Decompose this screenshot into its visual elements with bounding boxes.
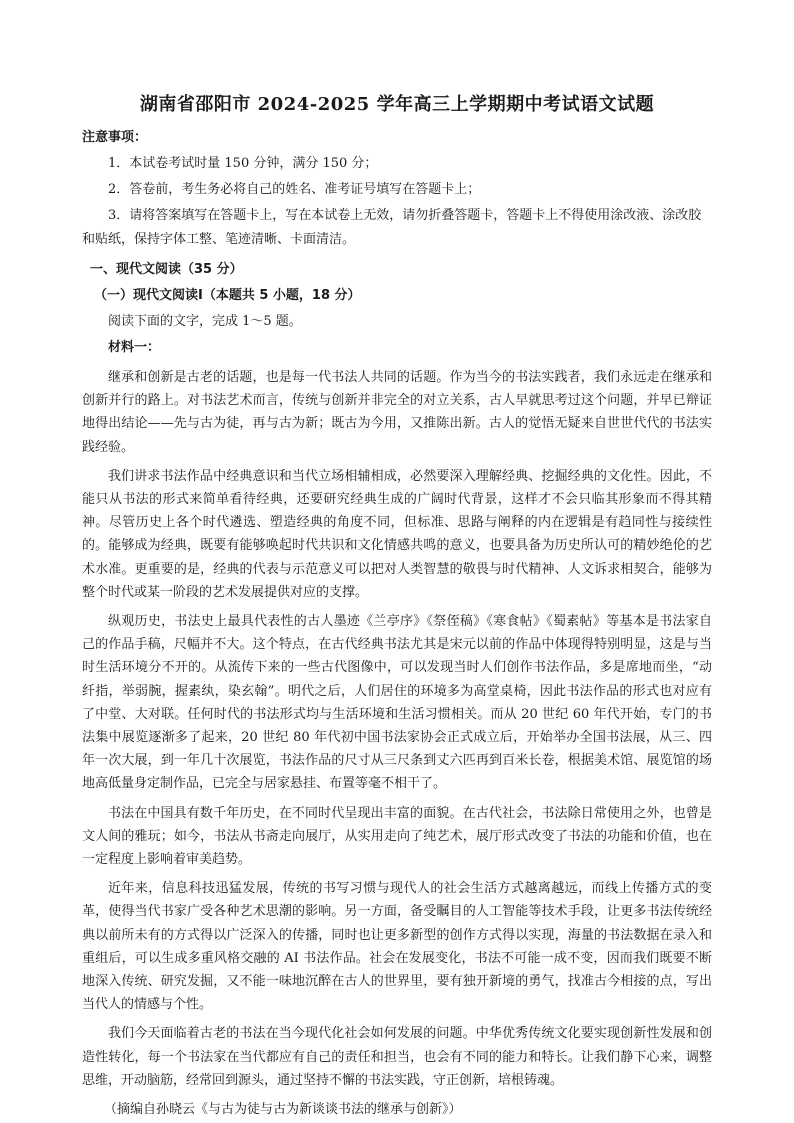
notice-item-2: 2．答卷前，考生务必将自己的姓名、准考证号填写在答题卡上； (108, 182, 481, 197)
source-citation: （摘编自孙晓云《与古为徒与古为新谈谈书法的继承与创新》） (104, 1102, 462, 1118)
paragraph: 纵观历史，书法史上最具代表性的古人墨迹《兰亭序》《祭侄稿》《寒食帖》《蜀素帖》等基本是书法家自己的作品手稿，尺幅并不大。这个特点，在古代经典书法尤其是宋元以前的作品中体现得特别明显，这是与当时生活环境分不开的。从流传下来的一些古代图像中，可以发现当时人们创作书法作品，多是席地而坐，“动纤指，举弱腕，握素纨，染玄翰”。明代之后，人们居住的环境多为高堂桌椅，因此书法作品的形式也对应有了中堂、大对联。任何时代的书法形式均与生活环境和生活习惯相关。而从 20 世纪 60 年代开始，专门的书法集中展览逐渐多了起来，20 世纪 80 年代初中国书法家协会正式成立后，开始举办全国书法展，从三、四年一次大展，到一年几十次展览，书法作品的尺寸从三尺条到丈六匹再到百米长卷，根据美术馆、展览馆的场地高低量身定制作品，已完全与居家悬挂、布置等毫不相干了。 (82, 614, 712, 792)
notice-item-3: 3．请将答案填写在答题卡上，写在本试卷上无效，请勿折叠答题卡，答题卡上不得使用涂改液、涂改胶和贴纸，保持字体工整、笔迹清晰、卡面清洁。 (82, 208, 702, 247)
subsection-heading: （一）现代文阅读Ⅰ（本题共 5 小题，18 分） (94, 288, 361, 303)
section-heading: 一、现代文阅读（35 分） (90, 262, 243, 277)
paragraph: 我们今天面临着古老的书法在当今现代化社会如何发展的问题。中华优秀传统文化要实现创新性发展和创造性转化，每一个书法家在当代都应有自己的责任和担当，也会有不同的能力和特长。让我们静下心来，调整思维，开动脑筋，经常回到源头，通过坚持不懈的书法实践，守正创新，培根铸魂。 (82, 1026, 712, 1088)
notice-item-1: 1．本试卷考试时量 150 分钟，满分 150 分； (108, 156, 378, 171)
reading-instruction: 阅读下面的文字，完成 1～5 题。 (108, 314, 302, 329)
paragraph: 近年来，信息科技迅猛发展，传统的书写习惯与现代人的社会生活方式越离越远，而线上传播方式的变革，使得当代书家广受各种艺术思潮的影响。另一方面，备受瞩目的人工智能等技术手段，让更多书法传统经典以前所未有的方式得以广泛深入的传播，同时也让更多新型的创作方式得以实现，海量的书法数据在录入和重组后，可以生成多重风格交融的 AI 书法作品。社会在发展变化，书法不可能一成不变，因而我们既要不断地深入传统、研究发掘，又不能一味地沉醉在古人的世界里，要有独开新境的勇气，找准古今相接的点，写出当代人的情感与个性。 (82, 881, 712, 1013)
material-label: 材料一： (108, 340, 161, 355)
paragraph: 继承和创新是古老的话题，也是每一代书法人共同的话题。作为当今的书法实践者，我们永远走在继承和创新并行的路上。对书法艺术而言，传统与创新并非完全的对立关系，古人早就思考过这个问题，并早已辩证地得出结论——先与古为徒，再与古为新；既古为今用，又推陈出新。古人的觉悟无疑来自世世代代的书法实践经验。 (82, 370, 712, 455)
notice-heading: 注意事项： (82, 130, 148, 145)
paragraph: 书法在中国具有数千年历史，在不同时代呈现出丰富的面貌。在古代社会，书法除日常使用之外，也曾是文人间的雅玩；如今，书法从书斋走向展厅，从实用走向了纯艺术，展厅形式改变了书法的功能和价值，也在一定程度上影响着审美趋势。 (82, 805, 712, 868)
paragraph: 我们讲求书法作品中经典意识和当代立场相辅相成，必然要深入理解经典、挖掘经典的文化性。因此，不能只从书法的形式来简单看待经典，还要研究经典生成的广阔时代背景，这样才不会只临其形象而不得其精神。尽管历史上各个时代遴选、塑造经典的角度不同，但标准、思路与阐释的内在逻辑是有趋同性与接续性的。能够成为经典，既要有能够唤起时代共识和文化情感共鸣的意义，也要具备为历史所认可的精妙绝伦的艺术水准。更重要的是，经典的代表与示范意义可以把对人类智慧的敬畏与时代精神、人文诉求相契合，能够为整个时代或某一阶段的艺术发展提供对应的支撑。 (82, 468, 712, 600)
exam-title: 湖南省邵阳市 2024-2025 学年高三上学期期中考试语文试题 (139, 94, 655, 115)
